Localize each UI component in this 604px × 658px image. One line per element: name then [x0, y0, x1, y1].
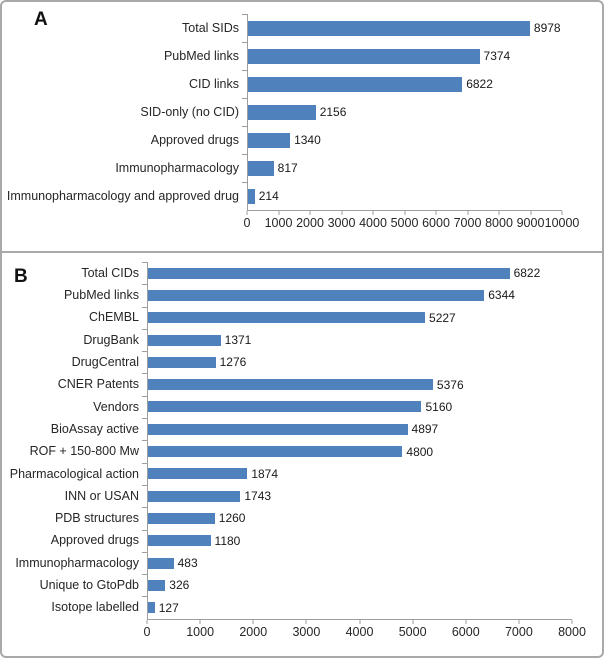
chart-row: [2, 154, 602, 182]
chart-row: [2, 373, 602, 395]
bar-track: [147, 284, 572, 306]
bar-track: [247, 182, 562, 210]
x-axis-tick: [404, 211, 405, 215]
category-label: SID-only (no CID): [140, 104, 239, 119]
panel-b: [2, 251, 602, 654]
bar-track: [147, 440, 572, 462]
chart-row: [2, 351, 602, 373]
bar: [148, 533, 241, 548]
value-label: 5376: [436, 377, 464, 392]
category-axis-tick: [142, 373, 148, 374]
x-axis-tick-label: 3000: [327, 216, 356, 230]
bar: [248, 21, 561, 36]
bar-track: [147, 574, 572, 596]
category-axis-tick: [242, 98, 248, 99]
x-axis: [243, 210, 580, 235]
chart-row: [2, 284, 602, 306]
category-axis-tick: [242, 182, 248, 183]
category-axis-tick: [142, 307, 148, 308]
category-axis-tick: [142, 574, 148, 575]
value-label: 1340: [294, 133, 321, 147]
category-label: Immunopharmacology: [15, 555, 139, 570]
category-axis-tick: [142, 552, 148, 553]
value-label: 1180: [214, 533, 241, 548]
plot-area: [2, 262, 602, 619]
bar: [148, 600, 179, 615]
bar-track: [147, 396, 572, 418]
category-label: PDB structures: [54, 511, 139, 526]
value-label: 6344: [488, 288, 515, 303]
category-label: ChEMBL: [88, 310, 139, 325]
category-axis-tick: [242, 70, 248, 71]
chart-row: [2, 182, 602, 210]
x-axis-tick-label: 7000: [453, 216, 482, 230]
bar-chart-a: [2, 2, 602, 235]
category-label: Unique to GtoPdb: [39, 578, 139, 593]
category-axis-tick: [242, 126, 248, 127]
x-axis-tick: [147, 620, 148, 624]
category-axis-tick: [142, 440, 148, 441]
value-label: 1874: [251, 466, 279, 481]
x-axis-tick: [465, 620, 466, 624]
chart-row: [2, 70, 602, 98]
category-axis-tick: [142, 530, 148, 531]
category-label: DrugCentral: [71, 355, 139, 370]
chart-row: [2, 262, 602, 287]
chart-row: [2, 14, 602, 42]
category-label: DrugBank: [83, 332, 139, 347]
bar-track: [147, 552, 572, 574]
x-axis-tick-label: 1000: [264, 216, 293, 230]
value-label: 1371: [224, 333, 252, 348]
value-label: 1276: [219, 355, 247, 370]
x-axis-tick: [278, 211, 279, 215]
category-label: PubMed links: [163, 48, 239, 63]
category-axis-tick: [142, 329, 148, 330]
bar: [248, 161, 298, 176]
x-axis-tick: [572, 620, 573, 624]
category-axis-tick: [142, 596, 148, 597]
category-label: PubMed links: [63, 288, 139, 303]
panel-a-letter: A: [34, 9, 48, 30]
bar-track: [247, 70, 562, 98]
x-axis-tick: [247, 211, 248, 215]
bar: [248, 133, 321, 148]
bar-track: [247, 126, 562, 154]
category-label: Vendors: [93, 399, 139, 414]
chart-row: [2, 329, 602, 351]
chart-row: [2, 596, 602, 618]
plot-area: [2, 14, 602, 210]
bar: [148, 466, 279, 481]
category-label: Total CIDs: [81, 265, 139, 280]
value-label: 326: [169, 578, 190, 593]
chart-row: [2, 307, 602, 329]
chart-row: [2, 530, 602, 552]
bar: [148, 511, 246, 526]
x-axis-tick: [200, 620, 201, 624]
category-label: ROF + 150-800 Mw: [29, 444, 139, 459]
x-axis-tick: [310, 211, 311, 215]
category-axis-tick: [142, 485, 148, 486]
category-axis-tick: [142, 396, 148, 397]
value-label: 817: [277, 161, 298, 175]
category-label: CID links: [188, 76, 239, 91]
category-axis-tick: [242, 42, 248, 43]
category-axis-tick: [142, 463, 148, 464]
chart-row: [2, 463, 602, 485]
chart-row: [2, 552, 602, 574]
bar: [148, 556, 198, 570]
bar-track: [247, 14, 562, 42]
value-label: 5160: [425, 399, 453, 414]
category-axis-tick: [142, 284, 148, 285]
bar-track: [147, 418, 572, 440]
bar-track: [147, 530, 572, 552]
bar: [148, 333, 252, 348]
x-axis-tick: [499, 211, 500, 215]
category-label: Isotope labelled: [51, 600, 139, 615]
chart-row: [2, 98, 602, 126]
chart-row: [2, 440, 602, 462]
x-axis-tick: [253, 620, 254, 624]
bar: [148, 489, 272, 504]
value-label: 4897: [411, 422, 439, 437]
bar-track: [147, 307, 572, 329]
x-axis-tick-label: 6000: [422, 216, 450, 230]
x-axis-tick-label: 7000: [504, 624, 533, 639]
chart-row: [2, 396, 602, 418]
panel-a: [2, 2, 602, 251]
chart-row: [2, 418, 602, 440]
bar-chart-b: [2, 253, 602, 644]
x-axis-tick: [467, 211, 468, 215]
bar-track: [147, 596, 572, 618]
bar: [148, 578, 190, 593]
bar-track: [147, 262, 572, 284]
chart-row: [2, 507, 602, 529]
bar-track: [147, 463, 572, 485]
value-label: 6822: [466, 77, 493, 91]
value-label: 6822: [513, 266, 541, 281]
x-axis-tick: [373, 211, 374, 215]
bar-track: [247, 154, 562, 182]
value-label: 7374: [483, 49, 511, 63]
category-label: Pharmacological action: [9, 466, 139, 481]
bar-track: [247, 98, 562, 126]
x-axis-tick-label: 10000: [544, 216, 580, 230]
bar: [148, 399, 453, 414]
category-label: Immunopharmacology: [115, 160, 239, 175]
value-label: 127: [158, 600, 179, 615]
bar: [148, 288, 515, 303]
x-axis-tick-label: 2000: [296, 216, 324, 230]
x-axis-tick-label: 5000: [390, 216, 419, 230]
category-label: Total SIDs: [182, 20, 239, 35]
bar-track: [147, 373, 572, 395]
bar-track: [147, 329, 572, 351]
x-axis-tick: [341, 211, 342, 215]
bar-track: [247, 42, 562, 70]
value-label: 2156: [319, 105, 347, 119]
value-label: 214: [258, 189, 279, 203]
bar: [248, 189, 279, 204]
bar-track: [147, 485, 572, 507]
x-axis: [143, 619, 586, 644]
x-axis-tick-label: 4000: [359, 216, 387, 230]
value-label: 1743: [244, 489, 272, 504]
x-axis-tick-label: 0: [143, 624, 151, 639]
category-axis-tick: [142, 262, 148, 263]
x-axis-tick-label: 5000: [398, 624, 427, 639]
value-label: 4800: [406, 444, 434, 459]
category-axis-tick: [142, 351, 148, 352]
x-axis-tick-label: 8000: [485, 216, 513, 230]
x-axis-tick: [436, 211, 437, 215]
x-axis-tick-label: 9000: [516, 216, 545, 230]
x-axis-tick: [518, 620, 519, 624]
x-axis-tick-label: 1000: [186, 624, 215, 639]
category-label: Approved drugs: [50, 533, 139, 548]
category-axis-tick: [242, 14, 248, 15]
chart-row: [2, 126, 602, 154]
bar: [248, 105, 347, 120]
bar: [148, 266, 541, 281]
x-axis-tick-label: 0: [243, 216, 251, 230]
value-label: 5227: [429, 310, 456, 325]
category-label: BioAssay active: [50, 421, 139, 436]
bar-track: [147, 507, 572, 529]
category-axis-tick: [142, 507, 148, 508]
x-axis-tick-label: 3000: [292, 624, 321, 639]
category-label: CNER Patents: [57, 377, 139, 392]
x-axis-tick: [412, 620, 413, 624]
chart-row: [2, 485, 602, 507]
chart-row: [2, 42, 602, 70]
x-axis-tick-label: 8000: [558, 624, 586, 639]
category-label: INN or USAN: [64, 488, 139, 503]
bar-track: [147, 351, 572, 373]
bar: [148, 377, 464, 392]
value-label: 1260: [218, 511, 246, 526]
bar: [248, 49, 511, 64]
bar: [148, 310, 456, 325]
value-label: 483: [177, 556, 198, 570]
bar: [248, 77, 493, 92]
bar: [148, 355, 247, 370]
x-axis-tick: [306, 620, 307, 624]
panel-b-letter: B: [14, 266, 28, 287]
category-label: Immunopharmacology and approved drug: [6, 188, 239, 203]
bar: [148, 444, 434, 459]
x-axis-tick: [359, 620, 360, 624]
value-label: 8978: [533, 21, 561, 35]
category-label: Approved drugs: [150, 132, 239, 147]
chart-row: [2, 574, 602, 596]
category-axis-tick: [242, 154, 248, 155]
x-axis-tick-label: 2000: [239, 624, 268, 639]
x-axis-tick: [530, 211, 531, 215]
x-axis-tick-label: 6000: [451, 624, 480, 639]
bar: [148, 422, 439, 437]
x-axis-tick-label: 4000: [345, 624, 374, 639]
category-axis-tick: [142, 418, 148, 419]
x-axis-tick: [562, 211, 563, 215]
